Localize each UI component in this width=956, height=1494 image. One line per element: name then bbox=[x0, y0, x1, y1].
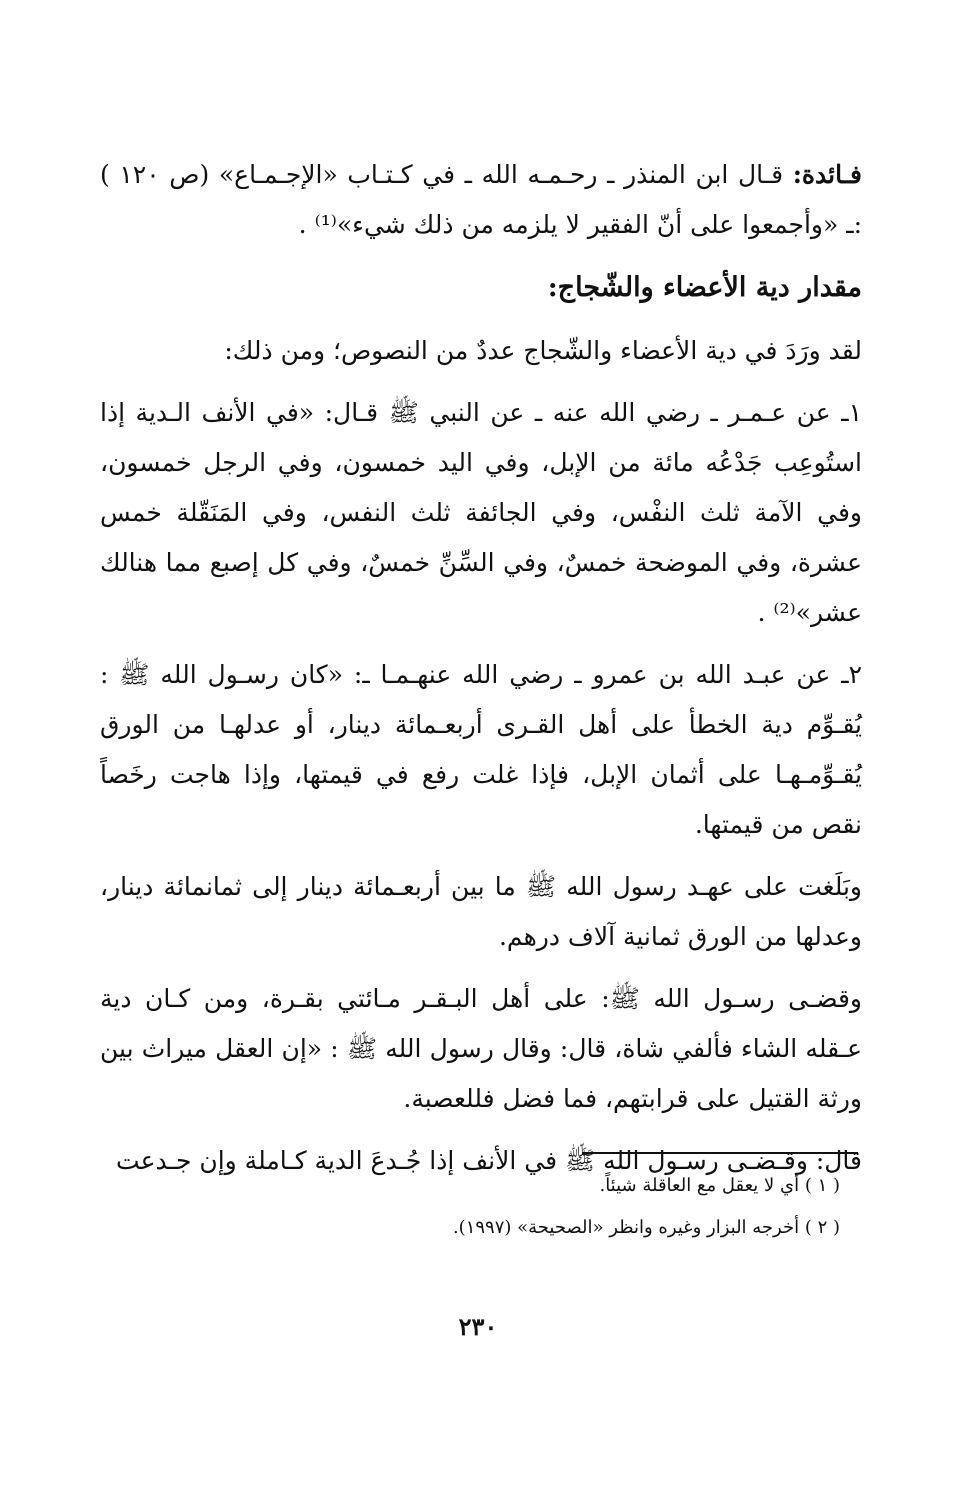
footnote-2: ( ٢ ) أخرجه البزار وغيره وانظر «الصحيحة» (١٩٩٧). bbox=[452, 1217, 840, 1238]
paragraph-faida bbox=[100, 150, 862, 250]
footnote-divider bbox=[582, 1152, 858, 1154]
paragraph-lead: فـائدة: bbox=[792, 160, 862, 189]
paragraph-value: وبَلَغت على عهـد رسول الله ﷺ ما بين أربعـمائة دينار إلى ثمانمائة دينار، وعدلها من الورق ثمانية آلاف درهم. bbox=[100, 872, 862, 951]
page-number: ٢٣٠ bbox=[458, 1312, 498, 1341]
paragraph-intro: لقد ورَدَ في دية الأعضاء والشّجاج عددٌ من النصوص؛ ومن ذلك: bbox=[224, 336, 862, 365]
paragraph-hadith-1: ١ـ عن عـمـر ـ رضي الله عنه ـ عن النبي ﷺ قـال: «في الأنف الـدية إذا استُوعِب جَدْعُه مائة من الإبل، وفي اليد خمسون، وفي الرجل خمسون، وفي الآمة ثلث النفْس، وفي الجائفة ثلث النفس، وفي المَنَقّلة خمس عشرة، وفي الموضحة خمسٌ، وفي السِّنِّ خمسٌ، وفي كل إصبع مما هنالك عشر»⁽²⁾ . bbox=[100, 398, 862, 627]
footnote-1: ( ١ ) أي لا يعقل مع العاقلة شيئاً. bbox=[599, 1175, 840, 1196]
paragraph-ruling: وقضـى رسـول الله ﷺ: على أهل البـقـر مـائتي بقـرة، ومن كـان دية عـقله الشاء فألفي شاة، قال: وقال رسول الله ﷺ : «إن العقل ميراث بين ورثة القتيل على قرابتهم، فما فضل فللعصبة. bbox=[100, 984, 862, 1113]
paragraph-hadith-2: ٢ـ عن عبـد الله بن عمرو ـ رضي الله عنهـمـا ـ: «كان رسـول الله ﷺ : يُقـوِّم دية الخطأ على أهل القـرى أربعـمائة دينار، أو عدلهـا من الورق يُقـوِّمـهـا على أثمان الإبل، فإذا غلت رفع في قيمتها، وإذا هاجت رخَصاً نقص من قيمتها. bbox=[100, 660, 862, 839]
paragraph-text: قـال ابن المنذر ـ رحـمـه الله ـ في كـتـاب «الإجـمـاع» (ص ١٢٠ ) :ـ «وأجمعوا على أنّ الفقير لا يلزمه من ذلك شيء»⁽¹⁾ . bbox=[100, 160, 862, 239]
section-heading: مقدار دية الأعضاء والشّجاج: bbox=[547, 272, 862, 303]
main-text bbox=[100, 150, 862, 1198]
paragraph-nose: قال: وقـضـى رسـول الله ﷺ في الأنف إذا جُـدعَ الدية كـاملة وإن جـدعت bbox=[116, 1146, 862, 1175]
footnotes bbox=[300, 1168, 840, 1252]
